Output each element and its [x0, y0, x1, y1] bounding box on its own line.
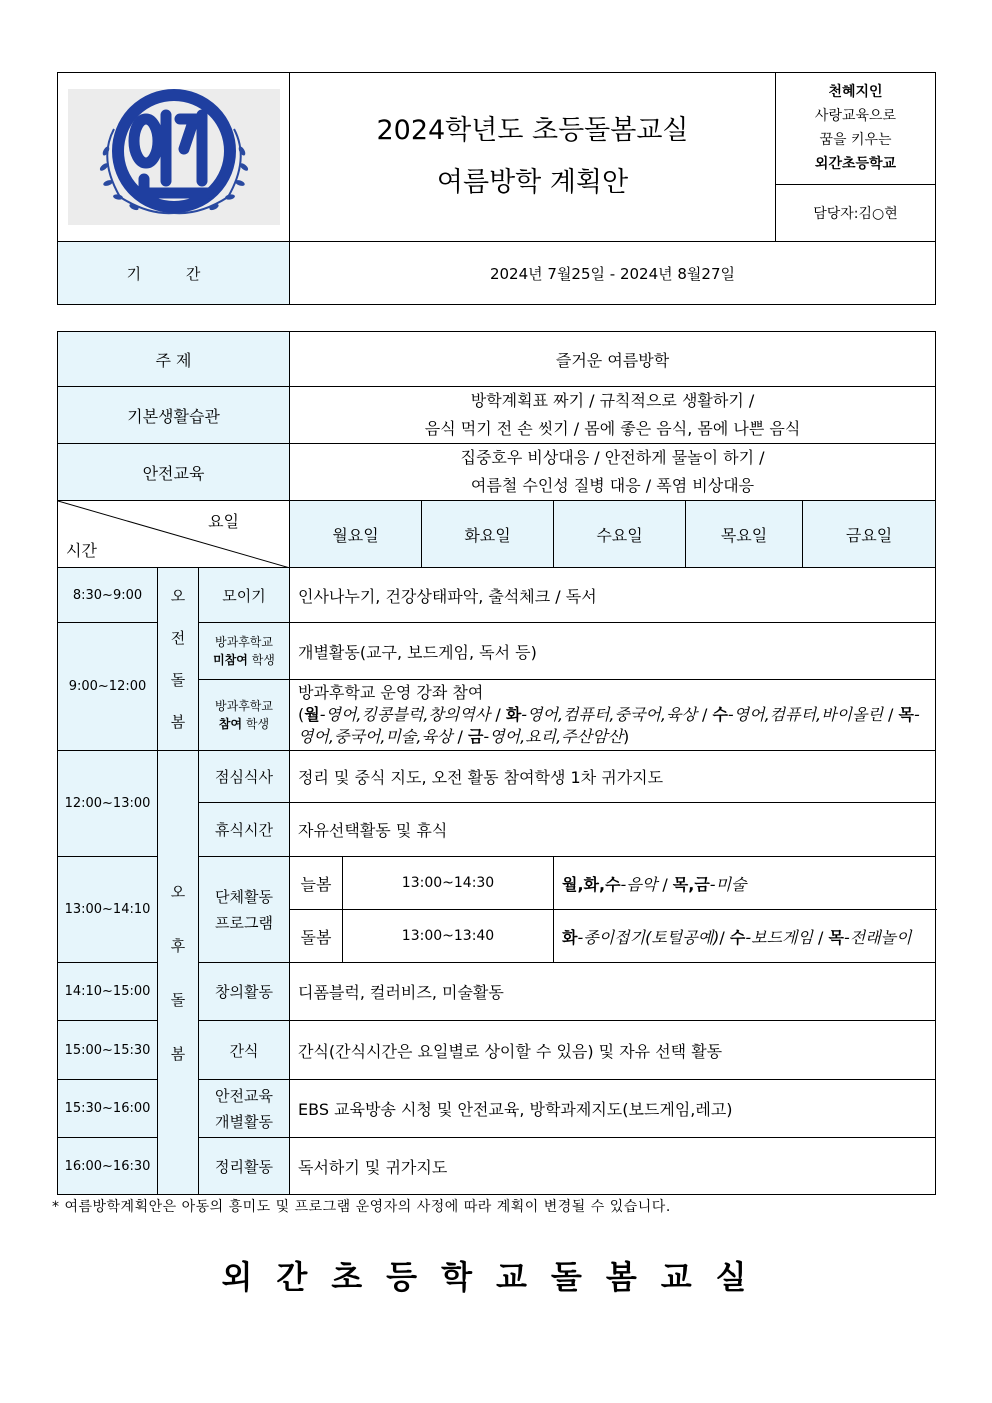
content-r6: 간식(간식시간은 요일별로 상이할 수 있음) 및 자유 선택 활동	[290, 1021, 936, 1080]
program-type-neulbom: 늘봄	[290, 857, 343, 910]
motto-line1: 천혜지인	[828, 84, 883, 101]
content-r8: 독서하기 및 귀가지도	[290, 1138, 936, 1195]
program-content-dolbom	[554, 910, 936, 963]
course-sep-4: /	[452, 727, 468, 746]
logo-cell	[58, 73, 290, 242]
activity-r7	[199, 1080, 290, 1138]
course-wed-list: -영어,컴퓨터,바이올린	[727, 705, 883, 724]
course-thu: 목	[898, 705, 914, 724]
day-mon: 월요일	[290, 501, 422, 568]
dolbom-day-1: 화	[562, 927, 578, 947]
course-mon-list: -영어,킹콩블럭,창의역사	[319, 705, 491, 724]
school-logo	[68, 89, 280, 225]
day-time-header	[58, 501, 290, 568]
time-r2: 9:00~12:00	[58, 623, 158, 751]
course-fri: 금	[467, 727, 484, 746]
course-mon: 월	[304, 705, 320, 724]
course-tue-list: -영어,컴퓨터,중국어,육상	[521, 705, 697, 724]
time-r4: 13:00~14:10	[58, 857, 158, 963]
time-r5: 14:10~15:00	[58, 963, 158, 1021]
motto-line2: 사랑교육으로	[814, 108, 897, 125]
morning-care-label	[158, 568, 199, 751]
activity-r4-line1: 단체활동	[215, 887, 273, 906]
theme-label: 주 제	[58, 332, 290, 387]
neulbom-days-2: 목,금	[672, 874, 710, 894]
course-tue: 화	[505, 705, 522, 724]
activity-r5: 창의활동	[199, 963, 290, 1021]
time-label: 시간	[66, 541, 97, 560]
content-r5: 디폼블럭, 컬러비즈, 미술활동	[290, 963, 936, 1021]
morning-char-3: 돌	[170, 671, 186, 689]
period-value: 2024년 7월25일 - 2024년 8월27일	[290, 242, 936, 305]
content-r3b: 자유선택활동 및 휴식	[290, 803, 936, 857]
activity-r1: 모이기	[199, 568, 290, 623]
habit-line2: 음식 먹기 전 손 씻기 / 몸에 좋은 음식, 몸에 나쁜 음식	[424, 419, 801, 438]
time-r1: 8:30~9:00	[58, 568, 158, 623]
activity-r2b	[199, 680, 290, 751]
title-line2: 여름방학 계획안	[436, 167, 629, 198]
course-sep-2: /	[696, 705, 713, 724]
day-label: 요일	[208, 512, 240, 531]
neulbom-activity-2: -미술	[709, 874, 747, 894]
dolbom-activity-1: -종이접기(토털공예)	[577, 927, 720, 947]
habit-line1: 방학계획표 짜기 / 규칙적으로 생활하기 /	[470, 391, 755, 410]
footer-school-name: 외간초등학교돌봄교실	[221, 1258, 771, 1296]
content-r1: 인사나누기, 건강상태파악, 출석체크 / 독서	[290, 568, 936, 623]
motto-line3: 꿈을 키우는	[819, 132, 892, 149]
motto-line4: 외간초등학교	[814, 156, 897, 173]
program-time-neulbom: 13:00~14:30	[343, 857, 554, 910]
content-r2b-line1: 방과후학교 운영 강좌 참여	[298, 683, 484, 702]
safety-line1: 집중호우 비상대응 / 안전하게 물놀이 하기 /	[460, 448, 765, 467]
day-fri: 금요일	[803, 501, 936, 568]
dolbom-activity-3: -전래놀이	[843, 927, 912, 947]
manager-text: 담당자:김○현	[776, 184, 936, 241]
day-wed: 수요일	[554, 501, 686, 568]
theme-value: 즐거운 여름방학	[290, 332, 936, 387]
safety-label: 안전교육	[58, 444, 290, 501]
title-line1: 2024학년도 초등돌봄교실	[376, 115, 689, 146]
neulbom-sep: /	[657, 874, 673, 894]
activity-r4	[199, 857, 290, 963]
content-r3a: 정리 및 중식 지도, 오전 활동 참여학생 1차 귀가지도	[290, 751, 936, 803]
activity-r2b-line1: 방과후학교	[215, 699, 273, 713]
program-type-dolbom: 돌봄	[290, 910, 343, 963]
activity-r2b-rest: 학생	[242, 717, 270, 731]
day-thu: 목요일	[686, 501, 803, 568]
footnote: * 여름방학계획안은 아동의 흥미도 및 프로그램 운영자의 사정에 따라 계획이 변경될 수 있습니다.	[52, 1199, 671, 1215]
neulbom-days-1: 월,화,수	[562, 874, 621, 894]
afternoon-char-1: 오	[170, 882, 186, 901]
courses-close: )	[623, 727, 630, 746]
activity-r2a	[199, 623, 290, 680]
morning-char-4: 봄	[170, 713, 186, 731]
morning-char-1: 오	[170, 587, 186, 605]
dolbom-activity-2: -보드게임	[745, 927, 813, 947]
content-r7: EBS 교육방송 시청 및 안전교육, 방학과제지도(보드게임,레고)	[290, 1080, 936, 1138]
course-sep-3: /	[882, 705, 899, 724]
dolbom-day-3: 목	[828, 927, 844, 947]
activity-r6: 간식	[199, 1021, 290, 1080]
title-cell	[290, 73, 776, 242]
period-label: 기 간	[58, 242, 290, 305]
time-r3: 12:00~13:00	[58, 751, 158, 857]
activity-r8: 정리활동	[199, 1138, 290, 1195]
motto-cell	[776, 73, 936, 185]
time-r6: 15:00~15:30	[58, 1021, 158, 1080]
activity-r2a-rest: 학생	[247, 653, 275, 667]
content-r2b-courses	[298, 704, 929, 748]
header-table	[57, 72, 936, 305]
course-sep-1: /	[490, 705, 506, 724]
activity-r3b: 휴식시간	[199, 803, 290, 857]
activity-r2a-bold: 미참여	[213, 653, 248, 667]
afternoon-char-3: 돌	[170, 990, 186, 1009]
schedule-table	[57, 331, 936, 1195]
program-content-neulbom	[554, 857, 936, 910]
morning-char-2: 전	[170, 629, 186, 647]
afternoon-care-label	[158, 751, 199, 1195]
day-tue: 화요일	[422, 501, 554, 568]
activity-r7-line2: 개별활동	[215, 1112, 273, 1131]
habit-label: 기본생활습관	[58, 387, 290, 444]
time-r8: 16:00~16:30	[58, 1138, 158, 1195]
course-thu-list: -영어,중국어,미술,육상	[298, 705, 920, 746]
dolbom-sep-2: /	[812, 927, 829, 947]
afternoon-char-4: 봄	[170, 1044, 186, 1063]
activity-r7-line1: 안전교육	[215, 1086, 273, 1105]
activity-r3a: 점심식사	[199, 751, 290, 803]
dolbom-sep-1: /	[719, 927, 730, 947]
activity-r2a-line1: 방과후학교	[215, 635, 273, 649]
dolbom-day-2: 수	[729, 927, 746, 947]
content-r2b	[290, 680, 936, 751]
course-wed: 수	[712, 705, 728, 724]
content-r2a: 개별활동(교구, 보드게임, 독서 등)	[290, 623, 936, 680]
safety-line2: 여름철 수인성 질병 대응 / 폭염 비상대응	[470, 476, 755, 495]
time-r7: 15:30~16:00	[58, 1080, 158, 1138]
activity-r4-line2: 프로그램	[215, 913, 273, 932]
program-time-dolbom: 13:00~13:40	[343, 910, 554, 963]
course-fri-list: -영어,요리,주산암산	[483, 727, 624, 746]
activity-r2b-bold: 참여	[218, 717, 243, 731]
neulbom-activity-1: -음악	[620, 874, 658, 894]
courses-open: (	[298, 705, 305, 724]
afternoon-char-2: 후	[170, 936, 186, 955]
